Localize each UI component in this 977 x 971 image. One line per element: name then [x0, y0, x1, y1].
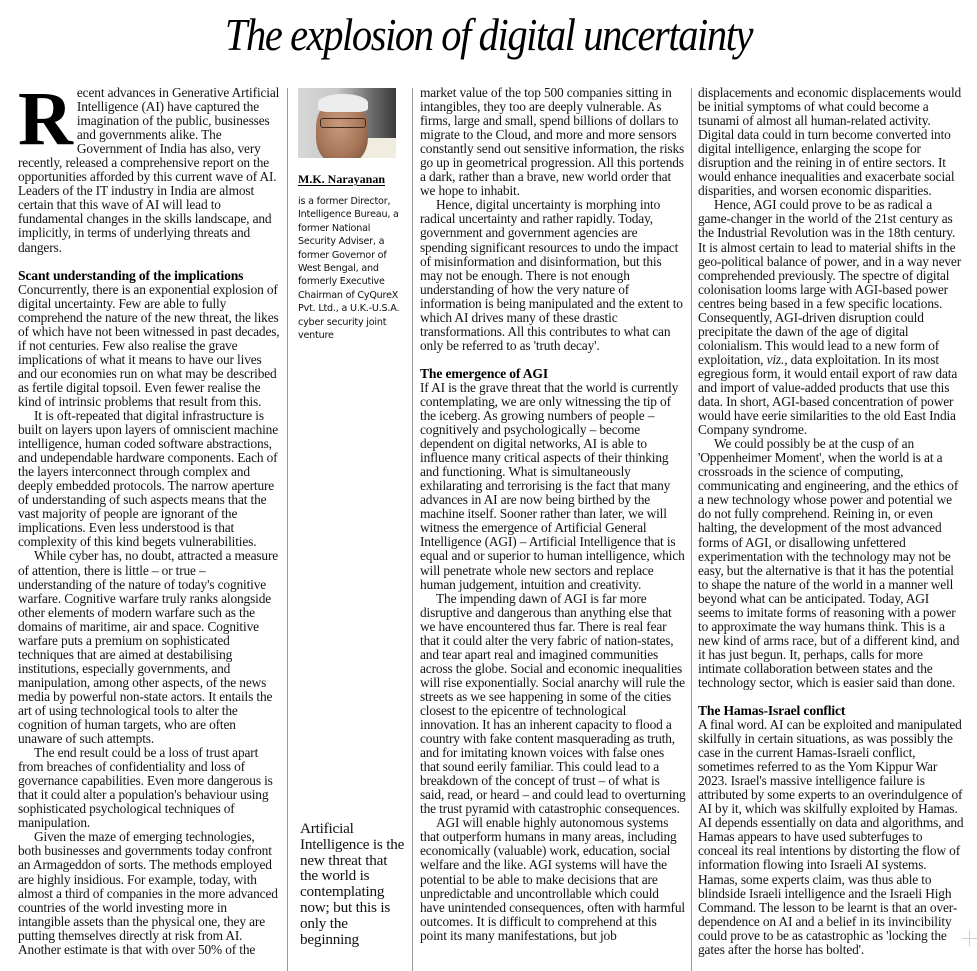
- article-column-4: [698, 86, 964, 971]
- intro-paragraph: Recent advances in Generative Artificial Intelligence (AI) have captured the imagination of the public, businesses and governments alike. The Government of India has also, very recently, released a comprehensive report on the opportunities afforded by this current wave of AI. Leaders of the IT industry in India are almost certain that this wave of AI will lead to fundamental changes in the skills landscape, and implicitly, in terms of underlying threats and dangers.: [18, 86, 280, 255]
- author-bio: is a former Director, Intelligence Bureau, a former National Security Adviser, a former Governor of West Bengal, and formerly Executive Chairman of CyQureX Pvt. Ltd., a U.K.-U.S.A. cyber security joint venture: [298, 196, 400, 342]
- crosshair-mark: [962, 930, 977, 946]
- article-column-3: [420, 86, 686, 971]
- author-box: [298, 88, 406, 342]
- drop-cap: R: [18, 86, 71, 161]
- paragraph: Given the maze of emerging technologies, both businesses and governments today confront an Armageddon of sorts. The methods employed are highly insidious. For example, today, with almost a third of companies in the more advanced countries of the world investing more in intangible assets than the physical one, they are putting themselves directly at risk from AI. Another estimate is that with over 50% of the: [18, 829, 278, 957]
- subheading-scant-understanding: Scant understanding of the implications: [18, 267, 244, 283]
- paragraph: Hence, digital uncertainty is morphing into radical uncertainty and rather rapidly. Today, government and government agencies are spending significant resources to undo the impact of misinformation and disinformation, but this may not be enough. There is not enough understanding of how the very nature of information is being manipulated and the extent to which AI drives many of these drastic transformations. All this contributes to what can only be referred to as 'truth decay'.: [420, 197, 683, 353]
- paragraph: Concurrently, there is an exponential explosion of digital uncertainty. Few are able to fully comprehend the nature of the new threat, the likes of which have not been witnessed in past decades, if not centuries. Few also realise the grave implications of what it means to have our lives and our economies run on what may be described as fertile digital topsoil. Even fewer realise the kind of intrinsic problems that result from this.: [18, 281, 280, 409]
- paragraph: We could possibly be at the cusp of an 'Oppenheimer Moment', when the world is at a crossroads in the science of computing, communicating and engineering, and the ethics of a new technology whose power and potential we do not fully comprehend. Reining in, or even halting, the development of the most advanced forms of AGI, or disallowing unfettered experimentation with the technology may not be easy, but the alternative is that it has the potential to shape the nature of the world in a manner well beyond what can be anticipated. Today, AGI seems to imitate forms of reasoning with a power to approximate the way humans think. This is a new kind of arms race, but of a different kind, and it has just begun. It, perhaps, calls for more intimate collaboration between states and the technology sector, which is easier said than done.: [698, 436, 960, 690]
- paragraph: displacements and economic displacements would be initial symptoms of what could become a tsunami of almost all human-related activity. Digital data could in turn become converted into digital intelligence, enlarging the scope for disruption and the reining in of entire sectors. It would enhance inequalities and exacerbate social disparities, and worsen economic disparities.: [698, 86, 962, 199]
- column-divider: [412, 88, 413, 971]
- paragraph: The impending dawn of AGI is far more disruptive and dangerous than anything else that we have encountered thus far. There is real fear that it could alter the very fabric of nation-states, and tear apart real and imagined communities across the globe. Social and economic inequalities will rise exponentially. Social anarchy will rule the streets as we see happening in some of the cities closest to the epicentre of technological innovation. It has an inherent capacity to flood a country with fake content masquerading as truth, and for imitating known voices with false ones that sound eerily familiar. This could lead to a breakdown of the concept of trust – of what is said, read, or heard – and could lead to overturning the trust pyramid with catastrophic consequences.: [420, 590, 686, 817]
- paragraph: AGI will enable highly autonomous systems that outperform humans in many areas, including economically (valuable) work, education, social welfare and the like. AGI systems will have the potential to be able to make decisions that are unpredictable and uncontrollable which could have unintended consequences, often with harmful outcomes. It is difficult to comprehend at this point its many manifestations, but job: [420, 815, 685, 943]
- paragraph: market value of the top 500 companies sitting in intangibles, they too are deeply vulnerable. As firms, large and small, spend billions of dollars to migrate to the Cloud, and more and more sensors constantly send out sensitive information, the risks go up in geometrical progression. All this portends a dark, rather than a brave, new world order that we hope to inhabit.: [420, 86, 685, 199]
- author-name: M.K. Narayanan: [298, 172, 385, 186]
- subheading-hamas-israel-conflict: The Hamas-Israel conflict: [698, 703, 846, 719]
- paragraph: A final word. AI can be exploited and manipulated skilfully in certain situations, as was possibly the case in the current Hamas-Israeli conflict, sometimes referred to as the Yom Kippur War 2023. Israel's massive intelligence failure is attributed by some experts to an overindulgence of AI by it, which was skilfully exploited by Hamas. AI depends essentially on data and algorithms, and Hamas appears to have used subterfuges to conceal its real intentions by distorting the flow of information flowing into Israeli AI systems. Hamas, some experts claim, was thus able to blindside Israeli intelligence and the Israeli High Command. The lesson to be learnt is that an over-dependence on AI and a belief in its invincibility could prove to be as catastrophic as 'locking the gates after the horse has bolted'.: [698, 717, 964, 957]
- paragraph: Hence, AGI could prove to be as radical a game-changer in the world of the 21st century as the Industrial Revolution was in the 18th century. It is almost certain to lead to material shifts in the geo-political balance of power, and in a way never comprehended previously. The spectre of digital colonisation looms large with AGI-based power centres being based in a few specific locations. Consequently, AGI-driven disruption could precipitate the dawn of the age of digital colonialism. This would lead to a new form of exploitation, viz., data exploitation. In its most egregious form, it would entail export of raw data and import of value-added products that use this data. In short, AGI-based concentration of power would have eerie similarities to the old East India Company syndrome.: [698, 197, 962, 438]
- paragraph: If AI is the grave threat that the world is currently contemplating, we are only witnessing the tip of the iceberg. As growing numbers of people – cognitively and psychologically – become dependent on digital networks, AI is able to influence many critical aspects of their thinking and functioning. What is simultaneously exhilarating and terrorising is the fact that many advances in AI are now being birthed by the machine itself. Sooner rather than later, we will witness the emergence of Artificial General Intelligence (AGI) – Artificial Intelligence that is equal and or superior to human intelligence, which will penetrate whole new sectors and replace human judgement, intuition and creativity.: [420, 379, 685, 592]
- article-column-1: [18, 86, 280, 971]
- paragraph: It is oft-repeated that digital infrastructure is built on layers upon layers of omniscient machine intelligence, human coded software abstractions, and undependable hardware components. Each of the layers interconnect through complex and deeply embedded protocols. The narrow aperture of understanding of such aspects means that the vast majority of people are ignorant of the implications. Even less understood is that complexity of this kind begets vulnerabilities.: [18, 407, 279, 550]
- column-divider: [691, 88, 692, 971]
- subheading-emergence-of-agi: The emergence of AGI: [420, 365, 548, 381]
- paragraph: The end result could be a loss of trust apart from breaches of confidentiality and loss of governance capabilities. Even more dangerous is that it could alter a population's behaviour using sophisticated psychological techniques of manipulation.: [18, 745, 273, 831]
- pull-quote: Artificial Intelligence is the new threat that the world is contemplating now; but this is only the beginning: [300, 820, 405, 948]
- paragraph: While cyber has, no doubt, attracted a measure of attention, there is little – or true – understanding of the nature of today's cognitive warfare. Cognitive warfare truly ranks alongside other elements of modern warfare such as the domains of maritime, air and space. Cognitive warfare puts a premium on sophisticated techniques that are aimed at destabilising institutions, especially governments, and manipulation, among other aspects, of the news media by powerful non-state actors. It entails the art of using technological tools to alter the cognition of human targets, who are often unaware of such attempts.: [18, 548, 279, 747]
- column-divider: [287, 88, 288, 971]
- headline: The explosion of digital uncertainty: [224, 9, 753, 60]
- author-portrait: [298, 88, 396, 158]
